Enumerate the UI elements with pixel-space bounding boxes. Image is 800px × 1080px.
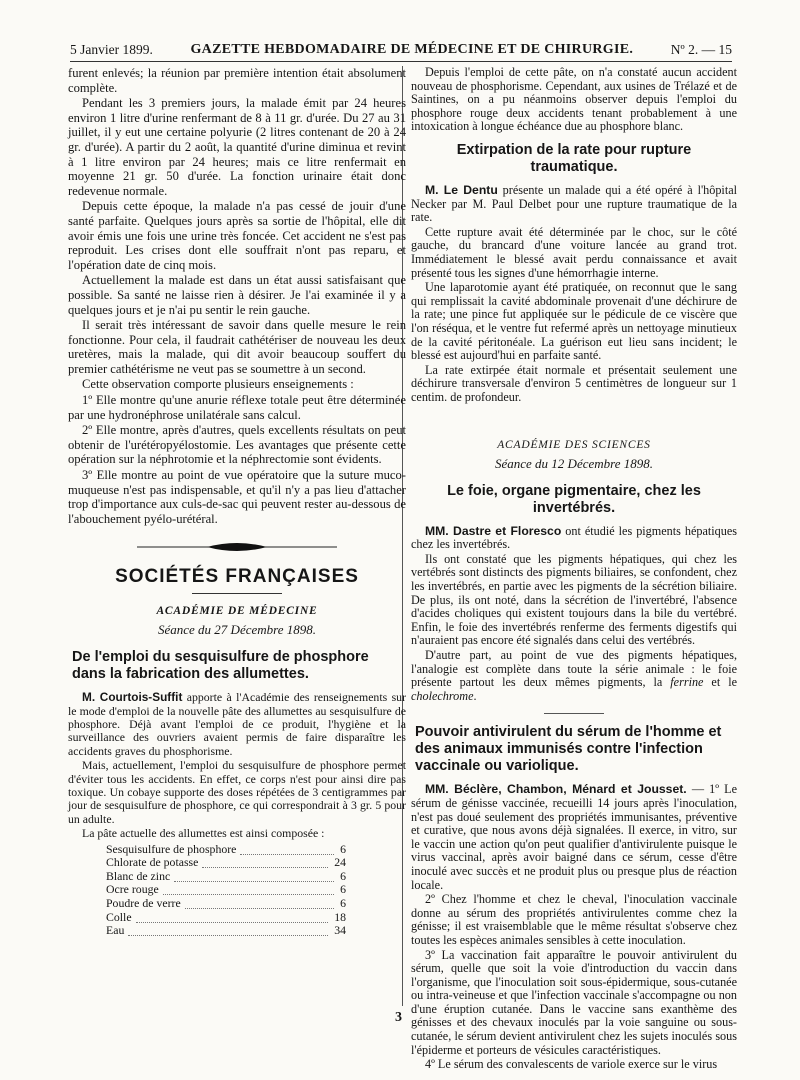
paragraph: Il serait très intéressant de savoir dans quelle mesure le rein fonctionne. Pour cela, il faudrait cathétériser de nouveau les deux uretères, mais la malade, qui dit avoir beaucoup souffert du premier cathétérisme ne veut pas se soumettre à un second. (68, 318, 406, 376)
academy-heading: ACADÉMIE DE MÉDECINE (156, 605, 318, 617)
paragraph: MM. Dastre et Floresco ont étudié les pigments hépatiques chez les invertébrés. (411, 523, 738, 552)
session-date: Séance du 27 Décembre 1898. (158, 621, 316, 637)
paragraph: Pendant les 3 premiers jours, la malade émit par 24 heures environ 1 litre d'urine renfermant de 8 à 11 gr. d'urée. Du 27 au 31 juillet, il y eut une certaine polyurie (2 litres contenant de 20 à 24 gr. d'urée). A partir du 2 août, la quantité d'urine diminua et revint à 1 litre environ par 24 heures; mais ce litre renfermait en moyenne 21 gr. 50 d'urée. La fonction urinaire était donc redevenue normale. (68, 96, 406, 198)
paragraph: Depuis l'emploi de cette pâte, on n'a constaté aucun accident nouveau de phosphorisme. Cependant, aux usines de Trélazé et de Saintines, on a pu néanmoins observer depuis l'emploi du phosphore rouge deux accidents tenant probablement à une intoxication à longue échéance due au phosphore blanc. (411, 65, 737, 134)
divider (544, 713, 604, 714)
paragraph: D'autre part, au point de vue des pigments hépatiques, l'analogie est complète dans toute la série animale : le foie présente partout les deux mêmes pigments, la ferrine et le cholechrome. (411, 648, 738, 703)
composition-row: Blanc de zinc 6 (106, 868, 346, 883)
paragraph: Cette observation comporte plusieurs enseignements : (82, 377, 354, 392)
paragraph: MM. Béclère, Chambon, Ménard et Jousset. — 1º Le sérum de génisse vaccinée, recueilli 14 jours après l'inoculation, n'est pas doué seulement des propriétés immunisantes, préventive et curative, que nous avons déjà signalées. Il exerce, in vitro, sur le vaccin une action qu'on peut qualifier d'antivirulente puisque le virus vaccinal, après avoir baigné dans ce sérum, cesse d'être inoculé avec succès et ne produit plus ou presque plus de réaction locale. (411, 782, 737, 892)
session-date: Séance du 12 Décembre 1898. (495, 456, 653, 472)
composition-row: Chlorate de potasse 24 (106, 855, 346, 870)
paragraph: Ils ont constaté que les pigments hépatiques, qui chez les vertébrés sont distincts des pigments biliaires, se confondent, chez les invertébrés, en partie avec les pigments de la sécrétion biliaire. De plus, ils ont noté, dans la sécrétion de l'invertébré, l'absence d'acides choliques qui existent toujours dans la bile du vertébré. Enfin, le foie des invertébrés renferme des ferments digestifs qui n'auraient pas encore été signalés dans celui des vertébrés. (411, 551, 737, 648)
paragraph: Actuellement la malade est dans un état aussi satisfaisant que possible. Sa santé ne laisse rien à désirer. Je l'ai examinée il y a quelques jours et je n'ai pu sentir le rein gauche. (68, 273, 406, 317)
paragraph: furent enlevés; la réunion par première intention était absolument complète. (68, 66, 406, 95)
academy-heading: ACADÉMIE DES SCIENCES (497, 439, 651, 452)
paragraph: Mais, actuellement, l'emploi du sesquisulfure de phosphore permet d'éviter tous les accidents. En effet, ce corps n'est pour ainsi dire pas toxique. Un cobaye supporte des doses répétées de 3 centigrammes par jour de sesquisulfure de phosphore, ce qui correspondrait à 3 gr. 5 pour un adulte. (68, 758, 406, 826)
page-number: 3 (395, 1010, 402, 1025)
composition-row: Poudre de verre 6 (106, 896, 346, 911)
paragraph: 1º Elle montre qu'une anurie réflexe totale peut être déterminée par une hydronéphrose unilatérale sans calcul. (68, 393, 406, 422)
right-column (411, 66, 737, 1073)
ornament-divider (68, 536, 406, 558)
paragraph: M. Courtois-Suffit apporte à l'Académie des renseignements sur le mode d'emploi de la nouvelle pâte des allumettes au sesquisulfure de phosphore. Déjà avant l'emploi de ce produit, l'hygiène et la surveillance des ouvriers avaient permis de faire disparaître les accidents graves du phosphorisme. (68, 690, 406, 758)
paragraph: Cette rupture avait été déterminée par le choc, sur le côté gauche, du brancard d'une voiture lancée au grand trot. Immédiatement le blessé avait perdu connaissance et avait présenté tous les signes d'une hémorrhagie interne. (411, 224, 737, 280)
author: M. Courtois-Suffit (82, 690, 183, 705)
paragraph: Depuis cette époque, la malade n'a pas cessé de jouir d'une santé parfaite. Quelques jours après sa sortie de l'hôpital, elle dit avoir émis une fois une urine très foncée. Cet accident ne s'est pas reproduit. Les crises dont elle souffrait n'ont pas reparu, et l'opération date de cinq mois. (68, 199, 406, 272)
composition-row: Sesquisulfure de phosphore 6 (106, 841, 346, 856)
paragraph: 4º Le sérum des convalescents de variole exerce sur le virus (425, 1057, 718, 1072)
header-date: 5 Janvier 1899. (70, 42, 153, 57)
composition-row: Ocre rouge 6 (106, 882, 346, 897)
section-rule (192, 593, 282, 594)
composition-row: Colle 18 (106, 909, 346, 924)
paragraph: 2º Elle montre, après d'autres, quels excellents résultats on peut obtenir de l'urétéropyélostomie. Les avantages que présente cette opération sur la néphrotomie et la néphrectomie sont évidents. (68, 423, 406, 467)
journal-title: GAZETTE HEBDOMADAIRE DE MÉDECINE ET DE CHIRURGIE. (190, 42, 634, 57)
author: MM. Béclère, Chambon, Ménard et Jousset. (425, 782, 687, 797)
paragraph: M. Le Dentu présente un malade qui a été opéré à l'hôpital Necker par M. Paul Delbet pour une rupture traumatique de la rate. (411, 182, 737, 225)
ornament-icon (137, 540, 337, 554)
paragraph: 2º Chez l'homme et chez le cheval, l'inoculation vaccinale donne au sérum des propriétés antivirulentes comme chez la génisse; il est vraisemblable que le même résultat s'observe chez toutes les espèces animales sensibles à cette inoculation. (411, 892, 737, 947)
section-title: SOCIÉTÉS FRANÇAISES (115, 566, 359, 588)
author: MM. Dastre et Floresco (425, 523, 562, 538)
header-issue: Nº 2. — 15 (670, 42, 732, 57)
paragraph: 3º Elle montre au point de vue opératoire que la suture muco-muqueuse n'est pas indispensable, et qu'il n'y a pas lieu d'attacher trop d'importance aux culs-de-sac qui peuvent rester au-dessous de l'abouchement pyélo-urétéral. (68, 468, 406, 526)
article-title: Le foie, organe pigmentaire, chez les invertébrés. (447, 482, 701, 516)
composition-row: Eau 34 (106, 923, 346, 938)
paragraph: 3º La vaccination fait apparaître le pouvoir antivirulent du sérum, quelle que soit la voie d'introduction du vaccin dans l'organisme, que l'inoculation soit sous-épidermique, sous-cutanée ou intra-veineuse et que l'infection vaccinale s'accompagne ou non d'une éruption cutanée. Dans le vaccine sans exanthème des génisses et des chevaux inoculés par la voie sanguine ou sous-cutanée, le sérum devient antivirulent chez les sujets inoculés sous l'épiderme et porteurs de vésicules caractéristiques. (411, 947, 737, 1057)
composition-list (106, 843, 346, 938)
article-title: De l'emploi du sesquisulfure de phosphore dans la fabrication des allumettes. (72, 649, 369, 683)
running-header (70, 34, 732, 62)
left-column (68, 66, 406, 938)
author: M. Le Dentu (425, 182, 498, 197)
article-title: Extirpation de la rate pour rupture traumatique. (456, 141, 692, 175)
article-title: Pouvoir antivirulent du sérum de l'homme et des animaux immunisés contre l'infection vaccinale ou variolique. (415, 724, 722, 775)
paragraph: La pâte actuelle des allumettes est ainsi composée : (82, 826, 325, 841)
paragraph: Une laparotomie ayant été pratiquée, on reconnut que le sang qui remplissait la cavité abdominale provenait d'une déchirure de la rate; une pince fut appliquée sur le pédicule de ce viscère que l'on réséqua, et le ventre fut refermé après un nettoyage minutieux de la cavité péritonéale. La guérison eut lieu sans incident; le blessé est aujourd'hui en parfaite santé. (411, 280, 737, 363)
paragraph: La rate extirpée était normale et présentait seulement une déchirure transversale d'environ 5 centimètres de longueur sur 1 centim. de profondeur. (411, 362, 737, 404)
